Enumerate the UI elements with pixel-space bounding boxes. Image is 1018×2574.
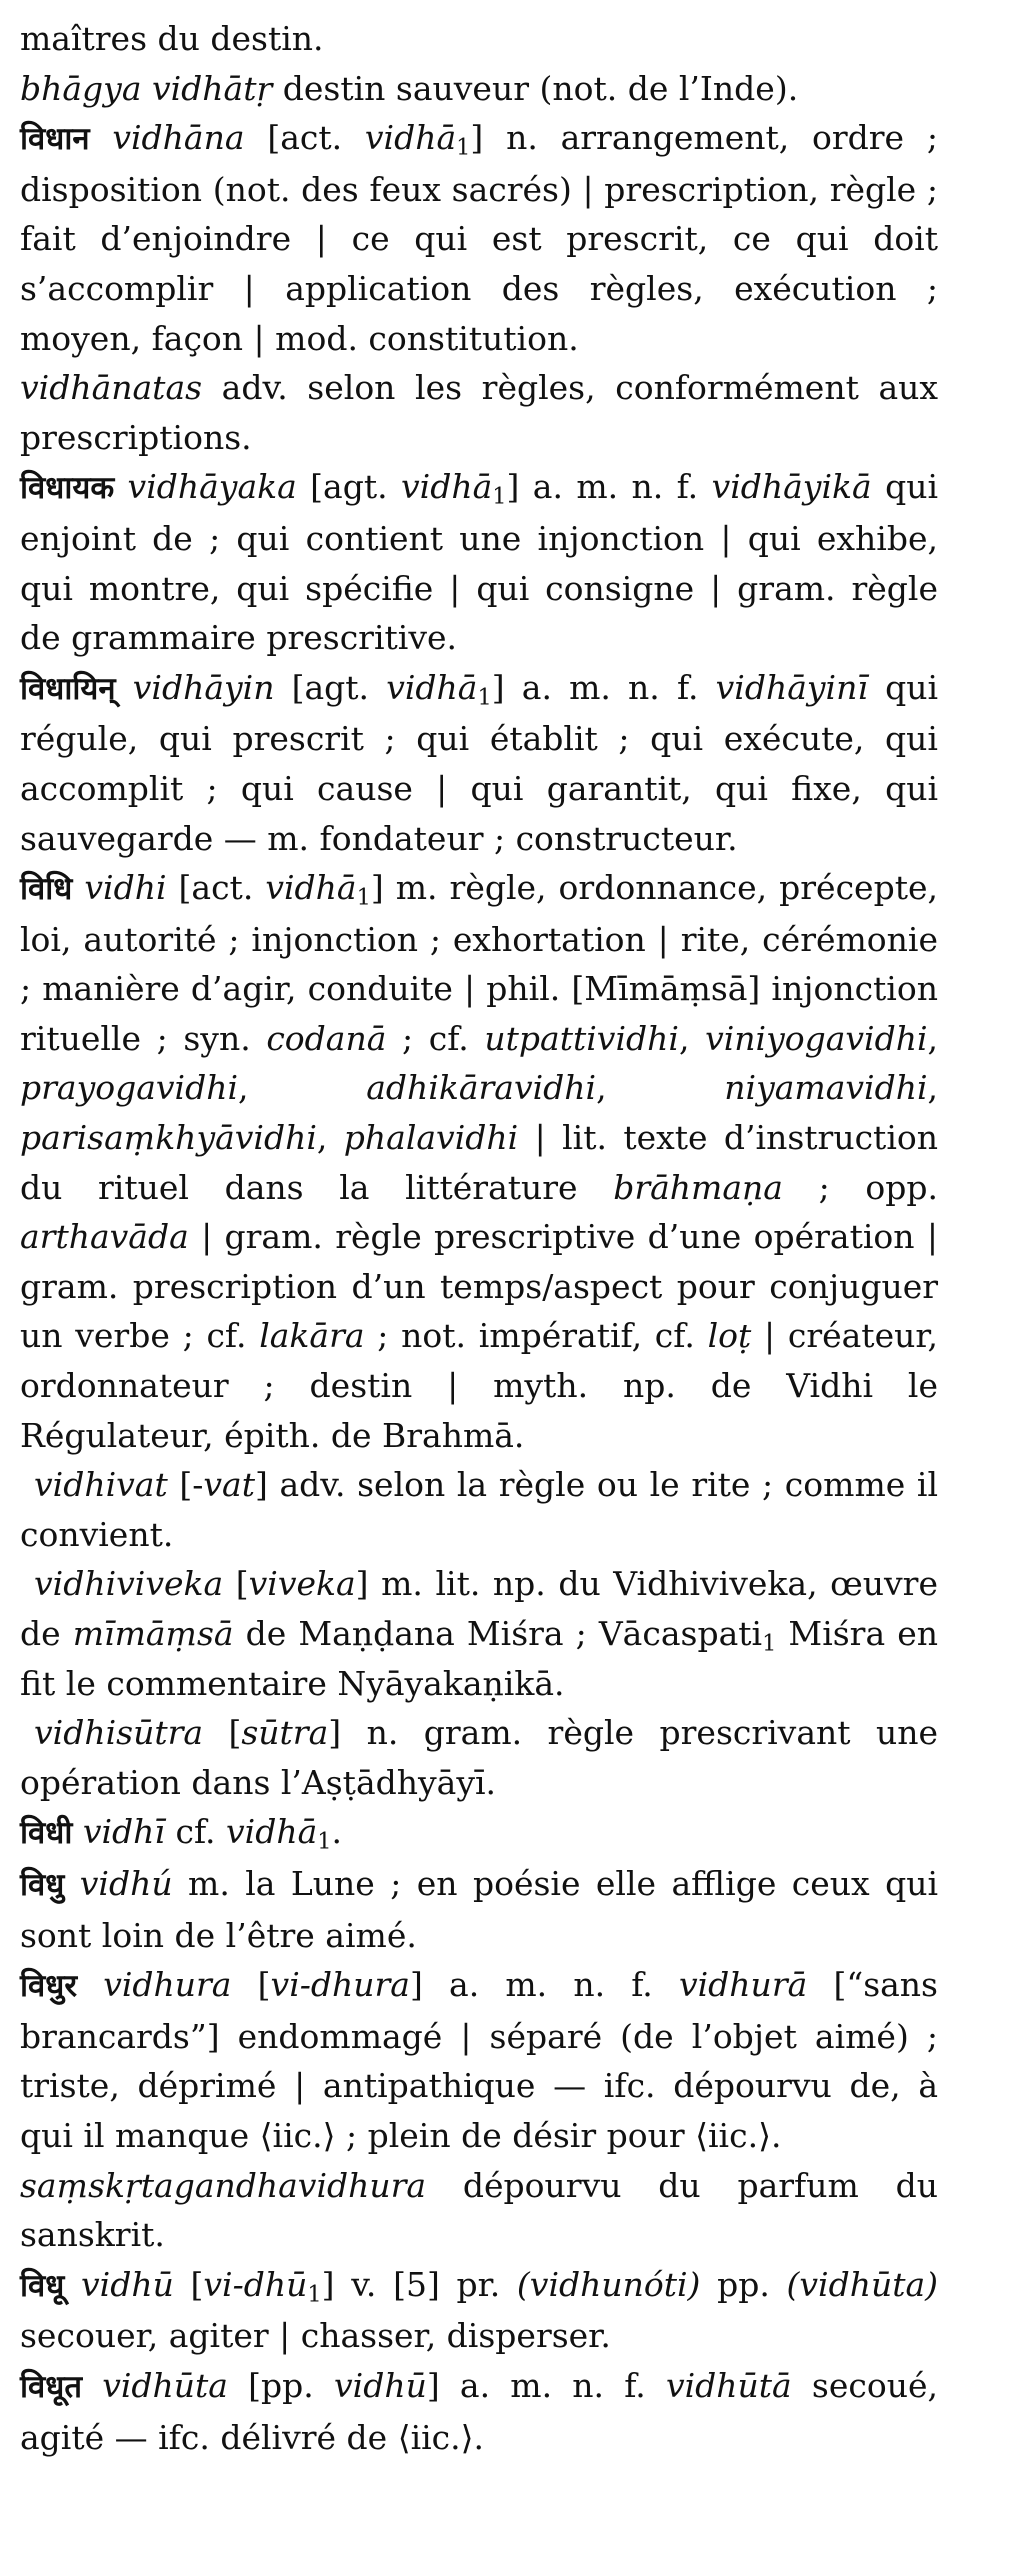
dictionary-entry: विधान vidhāna [act. vidhā$_1$] n. arrangement, ordre ; disposition (not. des feux sacrés) | prescription, règle ; fait d’enjoindre | ce qui est prescrit, ce qui doit s’accomplir | application des règles, exécution ; moyen, façon | mod. constitution. bbox=[20, 118, 938, 358]
dictionary-subentry: vidhisūtra [sūtra] n. gram. règle prescrivant une opération dans l’Aṣṭādhyāyī. bbox=[20, 1713, 938, 1802]
dictionary-page bbox=[20, 14, 938, 2462]
dictionary-entry: विधू vidhū [vi-dhū$_1$] v. [5] pr. (vidhunóti) pp. (vidhūta) secouer, agiter | chasser, disperser. bbox=[20, 2264, 939, 2356]
dictionary-entry: bhāgya vidhātṛ destin sauveur (not. de l’Inde). bbox=[20, 68, 799, 108]
dictionary-subentry: vidhiviveka [viveka] m. lit. np. du Vidhiviveka, œuvre de mīmāṃsā de Maṇḍana Miśra ; Vācaspati$_1$ Miśra en fit le commentaire Nyāyakaṇikā. bbox=[20, 1564, 938, 1703]
dictionary-entry: विधुर vidhura [vi-dhura] a. m. n. f. vidhurā [“sans brancards”] endommagé | séparé (de l’objet aimé) ; triste, déprimé | antipathique — ifc. dépourvu de, à qui il manque ⟨iic.⟩ ; plein de désir pour ⟨iic.⟩. bbox=[20, 1965, 938, 2155]
dictionary-entry: maîtres du destin. bbox=[20, 19, 324, 58]
dictionary-entry: saṃskṛtagandhavidhura dépourvu du parfum du sanskrit. bbox=[20, 2165, 938, 2255]
dictionary-entry: vidhānatas adv. selon les règles, conformément aux prescriptions. bbox=[20, 368, 938, 457]
dictionary-subentry: vidhivat [-vat] adv. selon la règle ou le rite ; comme il convient. bbox=[20, 1465, 939, 1554]
dictionary-entry: विधूत vidhūta [pp. vidhū] a. m. n. f. vidhūtā secoué, agité — ifc. délivré de ⟨iic.⟩. bbox=[20, 2365, 939, 2457]
dictionary-entry: विधु vidhú m. la Lune ; en poésie elle afflige ceux qui sont loin de l’être aimé. bbox=[20, 1863, 938, 1955]
dictionary-entry: विधि vidhi [act. vidhā$_1$] m. règle, ordonnance, précepte, loi, autorité ; injonction ; exhortation | rite, cérémonie ; manière d’agir, conduite | phil. [Mīmāṃsā] injonction rituelle ; syn. codanā ; cf. utpattividhi, viniyogavidhi, prayogavidhi, adhikāravidhi, niyamavidhi, parisaṃkhyāvidhi, phalavidhi | lit. texte d’instruction du rituel dans la littérature brāhmaṇa ; opp. arthavāda | gram. règle prescriptive d’une opération | gram. prescription d’un temps/aspect pour conjuguer un verbe ; cf. lakāra ; not. impératif, cf. loṭ | créateur, ordonnateur ; destin | myth. np. de Vidhi le Régulateur, épith. de Brahmā. bbox=[20, 868, 939, 1455]
dictionary-entry: विधायिन् vidhāyin [agt. vidhā$_1$] a. m. n. f. vidhāyinī qui régule, qui prescrit ; qui établit ; qui exécute, qui accomplit ; qui cause | qui garantit, qui fixe, qui sauvegarde — m. fondateur ; constructeur. bbox=[20, 667, 938, 858]
dictionary-entry: विधायक vidhāyaka [agt. vidhā$_1$] a. m. n. f. vidhāyikā qui enjoint de ; qui contient une injonction | qui exhibe, qui montre, qui spécifie | qui consigne | gram. règle de grammaire prescritive. bbox=[20, 467, 939, 658]
dictionary-entry: विधी vidhī cf. vidhā$_1$. bbox=[20, 1812, 343, 1855]
